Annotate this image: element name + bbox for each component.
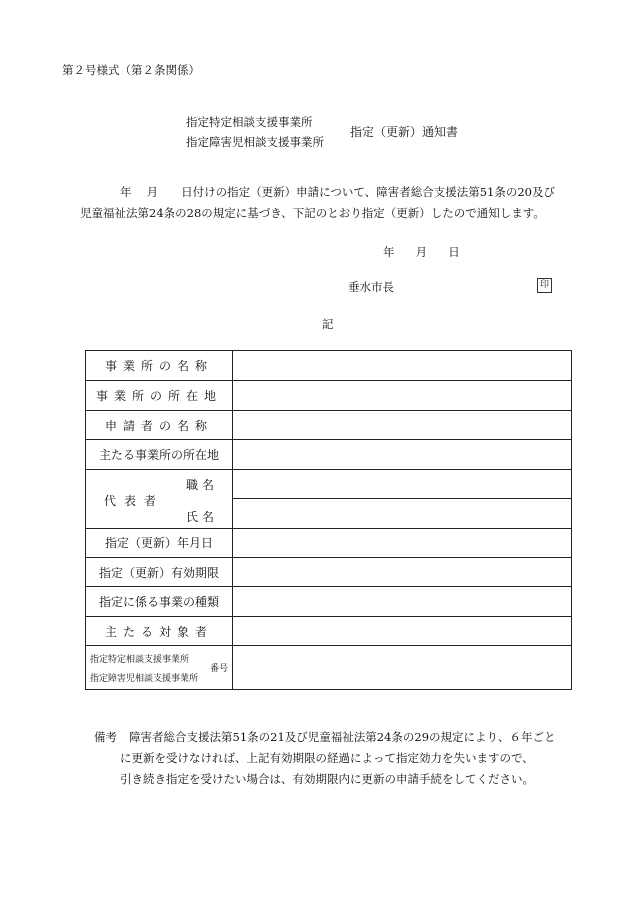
label-office-number bbox=[86, 646, 233, 690]
title-line2: 指定障害児相談支援事業所 bbox=[186, 135, 324, 149]
remarks-line1: 障害者総合支援法第51条の21及び児童福祉法第24条の29の規定により、６年ごと bbox=[129, 730, 556, 744]
label-applicant-name: 申請者の名称 bbox=[86, 410, 233, 439]
label-business-type: 指定に係る事業の種類 bbox=[86, 587, 233, 616]
value-rep-title bbox=[233, 469, 572, 498]
number-label: 番号 bbox=[209, 664, 228, 675]
label-rep-title: 職名 bbox=[185, 477, 218, 492]
value-validity-period bbox=[233, 557, 572, 586]
label-rep: 代表者 bbox=[104, 493, 165, 508]
value-main-target bbox=[233, 616, 572, 645]
value-business-type bbox=[233, 587, 572, 616]
label-validity-period: 指定（更新）有効期限 bbox=[86, 557, 233, 586]
body-line2: 児童福祉法第24条の28の規定に基づき、下記のとおり指定（更新）したので通知します。 bbox=[80, 206, 545, 220]
label-rep-name: 氏名 bbox=[185, 509, 218, 524]
label-main-office-address: 主たる事業所の所在地 bbox=[86, 440, 233, 469]
label-main-target: 主たる対象者 bbox=[86, 616, 233, 645]
value-rep-name bbox=[233, 499, 572, 528]
body-line1: 年 月 日付けの指定（更新）申請について、障害者総合支援法第51条の20及び bbox=[120, 185, 555, 199]
designation-table bbox=[85, 350, 572, 690]
remarks-line3: 引き続き指定を受けたい場合は、有効期限内に更新の申請手続をしてください。 bbox=[120, 772, 534, 786]
number-line1: 指定特定相談支援事業所 bbox=[90, 655, 190, 666]
date-line: 年 月 日 bbox=[383, 245, 462, 259]
remarks-line2: に更新を受けなければ、上記有効期限の経過によって指定効力を失いますので、 bbox=[120, 751, 534, 765]
number-line2: 指定障害児相談支援事業所 bbox=[90, 674, 199, 685]
value-office-number bbox=[233, 646, 572, 690]
value-main-office-address bbox=[233, 440, 572, 469]
value-applicant-name bbox=[233, 410, 572, 439]
label-office-name: 事業所の名称 bbox=[86, 351, 233, 381]
label-designation-date: 指定（更新）年月日 bbox=[86, 528, 233, 557]
label-representative bbox=[86, 469, 233, 528]
issuer-name: 垂水市長 bbox=[348, 280, 394, 294]
value-office-address bbox=[233, 381, 572, 410]
form-number: 第２号様式（第２条関係） bbox=[62, 63, 200, 77]
seal-mark: 印 bbox=[537, 278, 552, 293]
ki-heading: 記 bbox=[322, 317, 334, 331]
label-office-address: 事業所の所在地 bbox=[86, 381, 233, 410]
value-office-name bbox=[233, 351, 572, 381]
remarks-label: 備考 bbox=[94, 730, 117, 744]
value-designation-date bbox=[233, 528, 572, 557]
title-main: 指定（更新）通知書 bbox=[350, 125, 459, 139]
title-line1: 指定特定相談支援事業所 bbox=[186, 115, 313, 129]
